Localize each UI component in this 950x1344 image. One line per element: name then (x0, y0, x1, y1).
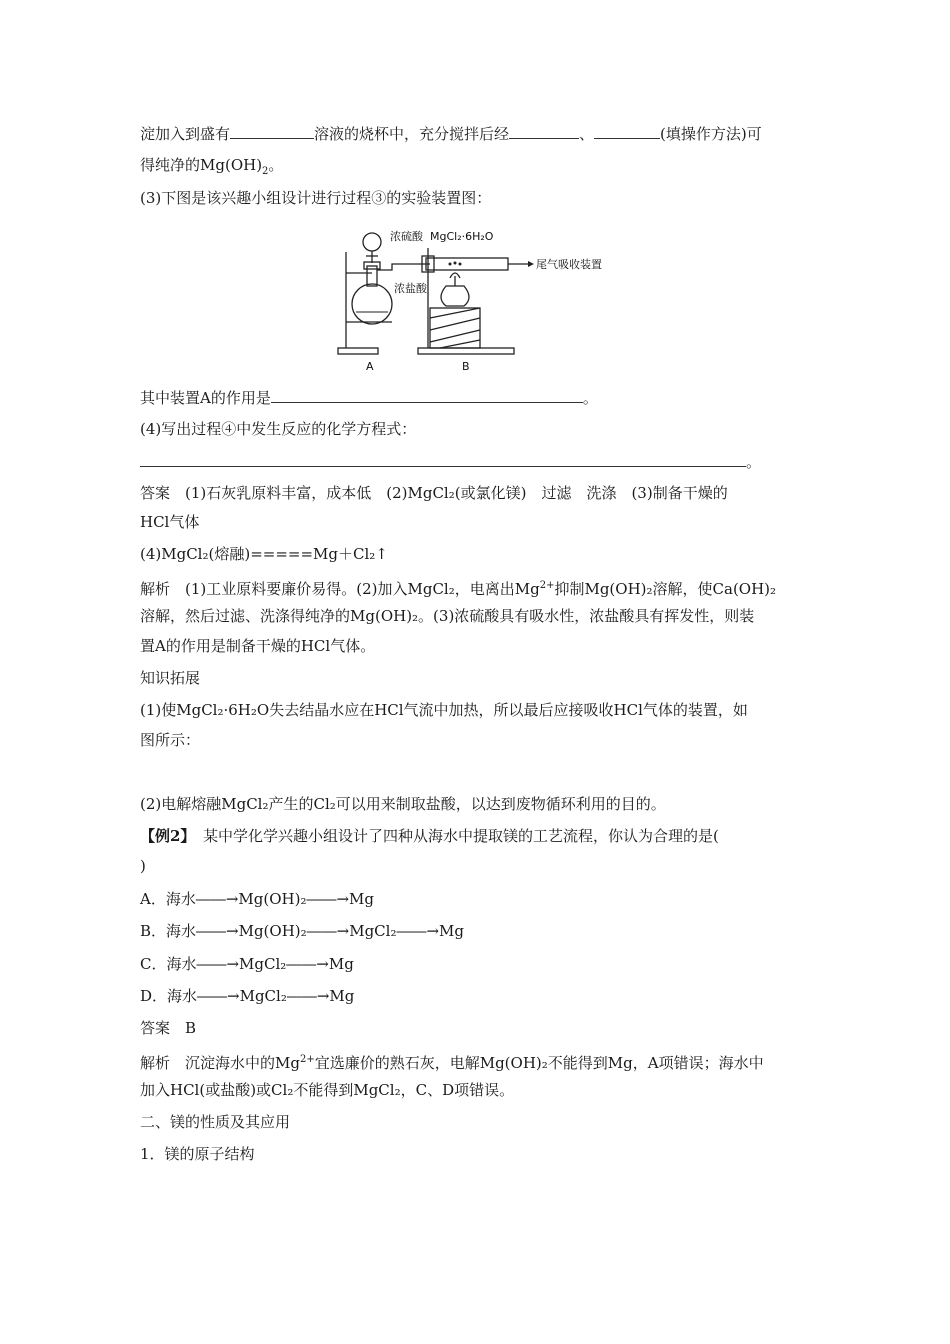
label-a: A (366, 360, 374, 373)
text-line (140, 386, 598, 409)
section-heading: 二、镁的性质及其应用 (140, 1113, 291, 1131)
analysis-line: 置A的作用是制备干燥的HCl气体。 (140, 637, 376, 655)
analysis-line: 溶解，然后过滤、洗涤得纯净的Mg(OH)₂。(3)浓硫酸具有吸水性，浓盐酸具有挥发性，则装 (140, 607, 755, 625)
label-tail-gas: 尾气吸收装置 (536, 258, 602, 271)
text: 。 (582, 389, 598, 407)
text: 。 (746, 453, 762, 471)
option-c: C．海水――→MgCl₂――→Mg (140, 955, 354, 973)
text-line: (2)电解熔融MgCl₂产生的Cl₂可以用来制取盐酸，以达到废物循环利用的目的。 (140, 795, 666, 813)
example-label: 【例2】 (140, 827, 188, 845)
text-line: (1)使MgCl₂·6H₂O失去结晶水应在HCl气流中加热，所以最后应接吸收HCl气体的装置，如 (140, 701, 748, 719)
superscript: 2+ (299, 1054, 315, 1065)
answer-line: HCl气体 (140, 513, 200, 531)
answer-line: 答案 (1)石灰乳原料丰富，成本低 (2)MgCl₂(或氯化镁) 过滤 洗涤 (3)制备干燥的 (140, 484, 728, 502)
example-2 (140, 825, 719, 847)
text-line: 图所示： (140, 731, 201, 749)
label-b: B (462, 360, 470, 373)
text: 解析 沉淀海水中的Mg (140, 1054, 300, 1072)
text-line (140, 450, 761, 473)
blank (594, 122, 660, 139)
text: 淀加入到盛有 (140, 125, 231, 143)
text-line (140, 154, 283, 183)
option-a: A．海水――→Mg(OH)₂――→Mg (140, 890, 374, 908)
text: 某中学化学兴趣小组设计了四种从海水中提取镁的工艺流程，你认为合理的是( (187, 827, 719, 845)
analysis-line (140, 575, 776, 600)
question-3: (3)下图是该兴趣小组设计进行过程③的实验装置图： (140, 189, 492, 207)
option-d: D．海水――→MgCl₂――→Mg (140, 987, 355, 1005)
blank (230, 122, 314, 139)
subscript: 2 (262, 166, 269, 177)
text: 。 (268, 156, 284, 174)
superscript: 2+ (539, 580, 555, 591)
blank (271, 386, 583, 403)
question-4: (4)写出过程④中发生反应的化学方程式： (140, 420, 417, 438)
label-conc-hcl: 浓盐酸 (394, 282, 427, 295)
text: 溶液的烧杯中，充分搅拌后经 (314, 125, 510, 143)
text: 得纯净的Mg(OH) (140, 156, 263, 174)
answer-equation: (4)MgCl₂(熔融)=====Mg＋Cl₂↑ (140, 545, 388, 563)
answer: 答案 B (140, 1019, 197, 1037)
text: 宜选廉价的熟石灰，电解Mg(OH)₂不能得到Mg，A项错误；海水中 (314, 1054, 764, 1072)
text: 、 (579, 125, 595, 143)
subsection-heading: 1．镁的原子结构 (140, 1145, 255, 1163)
text: 抑制Mg(OH)₂溶解，使Ca(OH)₂ (554, 580, 777, 598)
blank (509, 122, 579, 139)
label-mgcl2-6h2o: MgCl₂·6H₂O (430, 230, 494, 243)
label-conc-h2so4: 浓硫酸 (390, 230, 423, 243)
analysis-line (140, 1049, 764, 1074)
apparatus-figure (330, 218, 620, 378)
text-line: ) (140, 857, 146, 875)
analysis-line: 加入HCl(或盐酸)或Cl₂不能得到MgCl₂，C、D项错误。 (140, 1081, 515, 1099)
section-heading: 知识拓展 (140, 669, 201, 687)
option-b: B．海水――→Mg(OH)₂――→MgCl₂――→Mg (140, 922, 464, 940)
text-line (140, 122, 762, 145)
text: 其中装置A的作用是 (140, 389, 271, 407)
text: (填操作方法)可 (660, 125, 762, 143)
text: 解析 (1)工业原料要廉价易得。(2)加入MgCl₂，电离出Mg (140, 580, 540, 598)
blank (140, 450, 746, 467)
